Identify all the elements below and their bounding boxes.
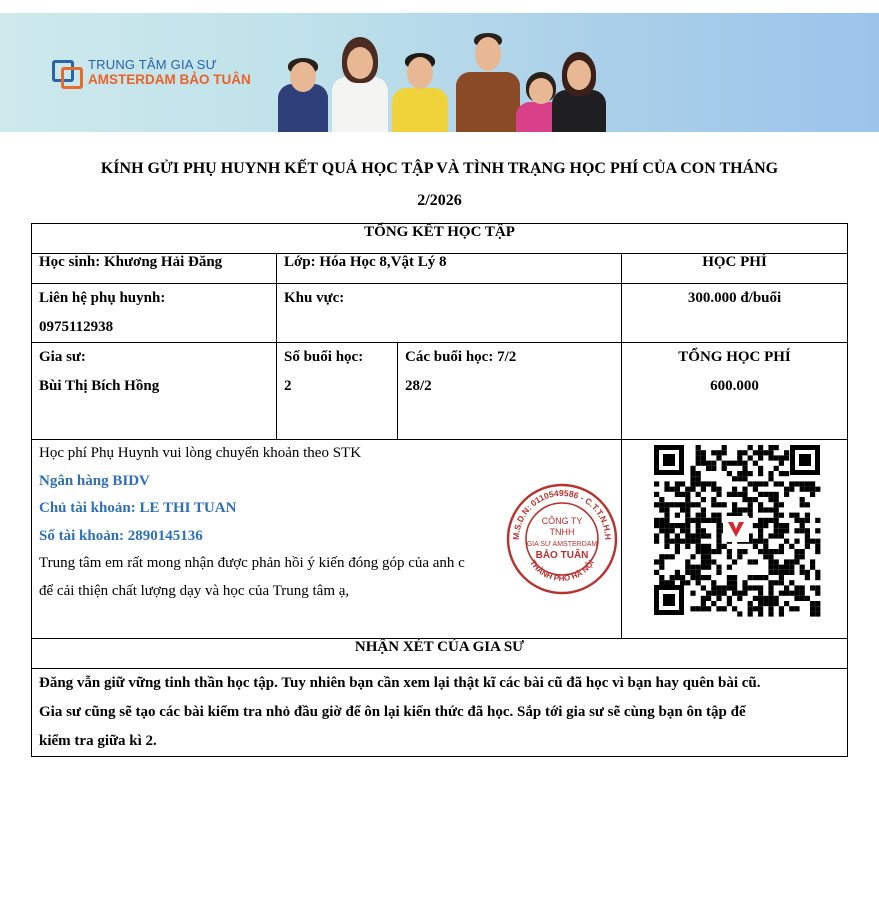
total-fee-label: TỔNG HỌC PHÍ xyxy=(678,349,791,365)
parent-contact-cell xyxy=(32,284,277,343)
payment-qr-code[interactable] xyxy=(652,443,822,617)
parent-phone: 0975112938 xyxy=(39,319,114,335)
feedback-request-line2: để cải thiện chất lượng dạy và học của Trung tâm ạ, xyxy=(39,582,350,599)
tutor-comment-line2: Gia sư cũng sẽ tạo các bài kiểm tra nhỏ đầu giờ để ôn lại kiến thức đã học. Sắp tới gia sư sẽ cùng bạn ôn tập để xyxy=(39,704,746,720)
total-fee-cell xyxy=(622,343,848,440)
tutor-label: Gia sư: xyxy=(39,349,86,365)
bank-name: Ngân hàng BIDV xyxy=(39,472,150,489)
sessions-label: Số buổi học: xyxy=(284,349,364,365)
tutor-comment-line1: Đăng vẫn giữ vững tinh thần học tập. Tuy nhiên bạn cần xem lại thật kĩ các bài cũ đã học vì bạn hay quên bài cũ. xyxy=(39,675,761,691)
summary-section-title: TỔNG KẾT HỌC TẬP xyxy=(32,224,848,254)
tutor-cell xyxy=(32,343,277,440)
fee-header: HỌC PHÍ xyxy=(622,254,848,284)
tutor-comment-body xyxy=(32,669,848,757)
session-dates-more: 28/2 xyxy=(405,378,432,394)
total-fee-value: 600.000 xyxy=(710,378,759,394)
tutor-comment-title: NHẬN XÉT CỦA GIA SƯ xyxy=(32,639,848,669)
feedback-request-line1: Trung tâm em rất mong nhận được phản hồi ý kiến đóng góp của anh c xyxy=(39,555,465,571)
sessions-count: 2 xyxy=(284,378,292,394)
stamp-line1: CÔNG TY xyxy=(541,516,583,526)
session-dates-cell xyxy=(398,343,622,440)
stamp-line2: TNHH xyxy=(549,527,575,537)
company-stamp xyxy=(505,482,619,596)
area-cell xyxy=(277,284,622,343)
student-name: Học sinh: Khương Hải Đăng xyxy=(32,254,277,284)
parent-contact-label: Liên hệ phụ huynh: xyxy=(39,290,166,306)
logo-line1: TRUNG TÂM GIA SƯ xyxy=(88,57,217,72)
logo-icon xyxy=(52,58,82,86)
session-dates-label: Các buổi học: 7/2 xyxy=(405,349,517,365)
stamp-ring-text: M.S.D.N: 0110549586 - C.T.T.N.H.H xyxy=(510,487,614,541)
sessions-cell xyxy=(277,343,398,440)
page-title: KÍNH GỬI PHỤ HUYNH KẾT QUẢ HỌC TẬP VÀ TÌNH TRẠNG HỌC PHÍ CỦA CON THÁNG xyxy=(100,160,779,177)
stamp-line3: GIA SƯ AMSTERDAM xyxy=(526,541,598,548)
stamp-line4: BẢO TUÂN xyxy=(535,550,589,561)
area-label: Khu vực: xyxy=(284,290,345,306)
fee-per-session: 300.000 đ/buổi xyxy=(622,284,848,343)
account-number: Số tài khoản: 2890145136 xyxy=(39,527,203,544)
header-banner xyxy=(0,13,879,132)
class-subjects: Lớp: Hóa Học 8,Vật Lý 8 xyxy=(277,254,622,284)
stamp-bottom-text: THÀNH PHỐ HÀ NỘI xyxy=(528,558,596,584)
tutor-comment-line3: kiểm tra giữa kì 2. xyxy=(39,733,157,749)
center-logo xyxy=(52,57,251,87)
tutor-name: Bùi Thị Bích Hồng xyxy=(39,378,160,394)
payment-intro: Học phí Phụ Huynh vui lòng chuyển khoản theo STK xyxy=(39,445,362,461)
account-holder: Chủ tài khoản: LE THI TUAN xyxy=(39,500,237,516)
banner-people-photo xyxy=(270,33,610,132)
page-title-month: 2/2026 xyxy=(417,192,462,209)
logo-line2: AMSTERDAM BẢO TUÂN xyxy=(88,72,251,87)
